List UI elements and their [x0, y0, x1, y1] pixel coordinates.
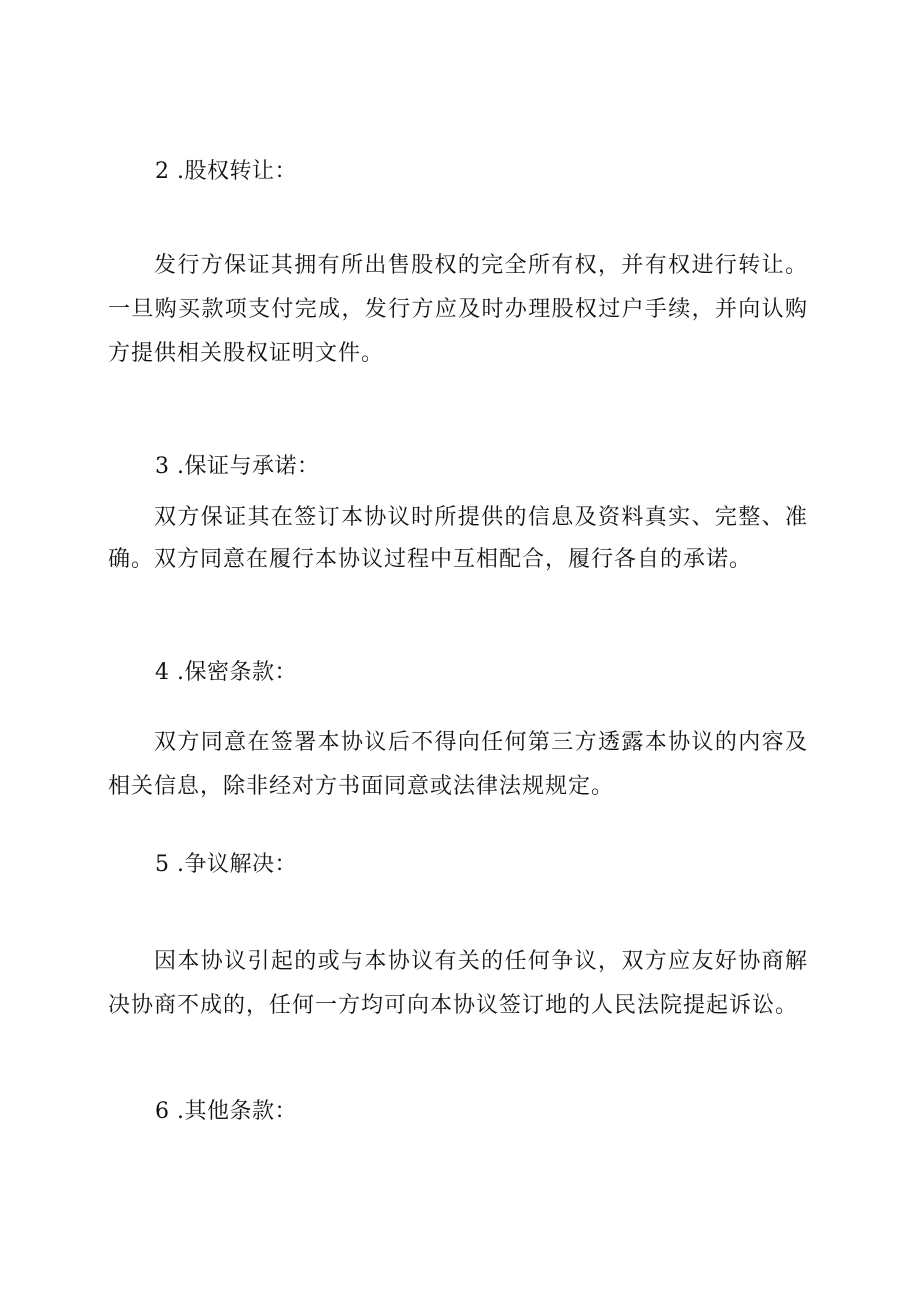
section-heading-confidentiality: 4 .保密条款：: [155, 660, 297, 685]
section-body-share-transfer: 发行方保证其拥有所出售股权的完全所有权，并有权进行转让。一旦购买款项支付完成，发行方应及时办理股权过户手续，并向认购方提供相关股权证明文件。: [108, 253, 808, 366]
section-heading-share-transfer: 2 .股权转让：: [155, 159, 297, 184]
section-body-confidentiality: 双方同意在签署本协议后不得向任何第三方透露本协议的内容及相关信息，除非经对方书面同意或法律法规规定。: [108, 730, 808, 799]
section-body-dispute: 因本协议引起的或与本协议有关的任何争议，双方应友好协商解决协商不成的，任何一方均可向本协议签订地的人民法院提起诉讼。: [108, 949, 808, 1018]
section-heading-dispute: 5 .争议解决：: [155, 852, 297, 877]
section-heading-guarantee: 3 .保证与承诺：: [155, 454, 320, 479]
section-heading-other: 6 .其他条款：: [155, 1099, 297, 1124]
section-body-guarantee: 双方保证其在签订本协议时所提供的信息及资料真实、完整、准确。双方同意在履行本协议过程中互相配合，履行各自的承诺。: [108, 505, 808, 572]
